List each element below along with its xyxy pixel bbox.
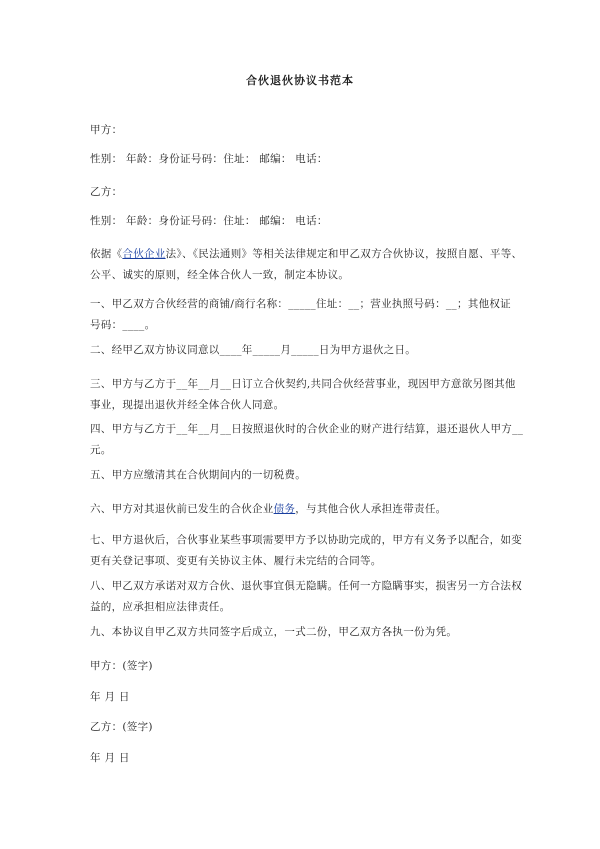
clause-7-line-1: 七、甲方退伙后，合伙事业某些事项需要甲方予以协助完成的，甲方有义务予以配合，如变 [90,534,522,546]
clause-7 [90,530,520,572]
intro-paragraph [90,244,523,286]
clause-4 [90,419,524,461]
clause-1-line-1: 一、甲乙双方合伙经营的商铺/商行名称：_____住址：__；营业执照号码：__；其他权证 [90,298,511,310]
party-b-info: 性别： 年龄：身份证号码：住址： 邮编： 电话： [90,215,328,227]
clause-8 [90,576,520,618]
debt-link[interactable]: 债务 [273,503,296,515]
party-a-label: 甲方： [90,124,123,136]
clause-4-line-2: 元。 [90,444,112,456]
intro-line-2: 公平、诚实的原则，经全体合伙人一致，制定本协议。 [90,269,350,281]
party-b-date: 年 月 日 [90,752,130,764]
clause-1-line-2: 号码：____。 [90,319,156,331]
party-b-signature: 乙方：(签字) [90,721,153,733]
clause-9: 九、本协议自甲乙双方共同签字后成立，一式二份，甲乙双方各执一份为凭。 [90,626,458,638]
clause-8-line-2: 益的，应承担相应法律责任。 [90,601,231,613]
clause-6 [90,499,520,520]
clause-6-prefix: 六、甲方对其退伙前已发生的合伙企业 [90,503,274,515]
party-b-label: 乙方： [90,186,123,198]
clause-4-line-1: 四、甲方与乙方于__年__月__日按照退伙时的合伙企业的财产进行结算，退还退伙人甲方__ [90,423,524,435]
party-a-date: 年 月 日 [90,691,130,703]
document-title: 合伙退伙协议书范本 [246,74,354,87]
party-a-signature: 甲方：(签字) [90,660,153,672]
intro-middle: 法》、《民法通则》等相关法律规定和甲乙双方合伙协议，按照自愿、平等、 [165,248,523,260]
clause-5: 五、甲方应缴清其在合伙期间内的一切税费。 [90,469,306,481]
clause-7-line-2: 更有关登记事项、变更有关协议主体、履行未完结的合同等。 [90,555,382,567]
clause-6-suffix: ，与其他合伙人承担连带责任。 [295,503,447,515]
partnership-enterprise-link[interactable]: 合伙企业 [122,248,166,260]
clause-2: 二、经甲乙双方协议同意以____年_____月_____日为甲方退伙之日。 [90,344,417,356]
clause-3-line-2: 事业，现提出退伙并经全体合伙人同意。 [90,399,285,411]
clause-1 [90,294,520,336]
intro-prefix: 依据《 [90,248,123,260]
clause-3 [90,374,520,416]
clause-8-line-1: 八、甲乙双方承诺对双方合伙、退伙事宜俱无隐瞒。任何一方隐瞒事实，损害另一方合法权 [90,580,522,592]
clause-3-line-1: 三、甲方与乙方于__年__月__日订立合伙契约,共同合伙经营事业，现因甲方意欲另图其他 [90,378,516,390]
party-a-info: 性别： 年龄：身份证号码：住址： 邮编： 电话： [90,153,328,165]
